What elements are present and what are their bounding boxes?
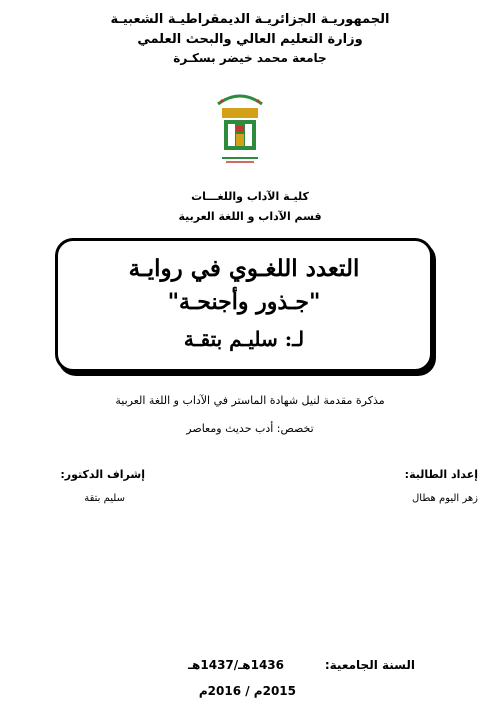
student-name: زهر اليوم هطال (412, 493, 478, 504)
university-logo-icon (212, 86, 268, 166)
department-name: قسم الآداب و اللغة العربية (178, 210, 322, 223)
thesis-title-author: لـ: سليـم بتقـة (183, 327, 305, 351)
academic-year-gregorian: 2015م / 2016م (198, 684, 296, 698)
faculty-name: كليـة الآداب واللغـــات (191, 190, 309, 203)
memo-specialty: تخصص: أدب حديث ومعاصر (186, 422, 314, 435)
republic-name: الجمهوريـة الجزائريـة الديمقراطيـة الشعبيـة (110, 12, 390, 27)
university-name: جامعة محمد خيضر بسكـرة (173, 51, 327, 65)
thesis-title-line-2: "جـذور وأجنحـة" (167, 289, 321, 315)
thesis-title-box (55, 238, 433, 372)
memo-purpose: مذكرة مقدمة لنيل شهادة الماستر في الآداب و اللغة العربية (115, 394, 385, 407)
academic-year-label: السنة الجامعية: (324, 658, 415, 672)
supervisor-name: سليم بتقة (84, 493, 125, 504)
thesis-title-line-1: التعدد اللغـوي في روايـة (128, 255, 360, 282)
supervisor-label: إشراف الدكتور: (60, 468, 145, 481)
ministry-name: وزارة التعليم العالي والبحث العلمي (137, 32, 363, 47)
academic-year-hijri: 1436هـ/1437هـ (187, 658, 284, 672)
student-label: إعداد الطالبة: (404, 468, 478, 481)
